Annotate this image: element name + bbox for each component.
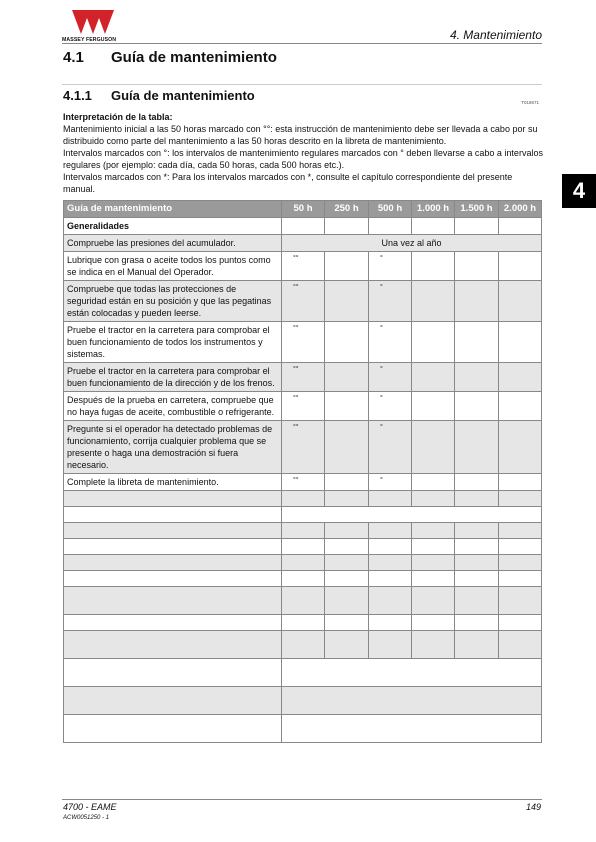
interval-250h [325,474,369,491]
table-row [64,392,542,421]
document-code: ACW0051250 - 1 [63,815,110,821]
empty-row [64,555,542,571]
task-label: Lubrique con grasa o aceite todos los puntos como se indica en el Manual del Operador. [64,252,282,281]
interval-1500h [455,252,499,281]
reference-code: T018671 [521,100,539,105]
empty-row [64,715,542,743]
interval-500h: ° [369,421,412,474]
interval-250h [325,322,369,363]
interval-50h: °° [282,363,325,392]
interval-500h: ° [369,363,412,392]
group-row [64,218,542,235]
empty-row [64,539,542,555]
interval-50h: °° [282,252,325,281]
interval-1000h [412,392,455,421]
table-header-row [64,201,542,218]
task-label: Compruebe que todas las protecciones de seguridad están en su posición y que las pegatinas están colocadas y pueden leerse. [64,281,282,322]
subsection-number: 4.1.1 [63,88,92,103]
section-divider [62,84,542,85]
column-header: Guía de mantenimiento [64,201,282,218]
footer-divider [62,799,542,800]
empty-row [64,491,542,507]
subsection-heading [63,88,255,103]
empty-row [64,587,542,615]
task-label: Pruebe el tractor en la carretera para comprobar el buen funcionamiento de todos los instrumentos y sistemas. [64,322,282,363]
interval-500h: ° [369,392,412,421]
intro-line: Mantenimiento inicial a las 50 horas marcado con °°: esta instrucción de mantenimiento debe ser llevada a cabo por su distribuido como parte del mantenimiento a las 50 horas descrito en la libreta de mantenimiento. [63,124,538,146]
empty-row [64,659,542,687]
interval-2000h [499,281,542,322]
table-row [64,474,542,491]
interval-1000h [412,281,455,322]
column-header: 50 h [282,201,325,218]
intro-line: Intervalos marcados con °: los intervalos de mantenimiento regulares marcados con ° deben llevarse a cabo a intervalos regulares (por ejemplo: cada día, cada 50 horas, cada 500 horas etc.). [63,148,543,170]
table-row [64,252,542,281]
group-label: Generalidades [64,218,282,235]
interval-1000h [412,421,455,474]
empty-row [64,507,542,523]
interval-1500h [455,322,499,363]
interval-50h: °° [282,421,325,474]
empty-row [64,631,542,659]
interval-1500h [455,474,499,491]
interval-1500h [455,281,499,322]
interval-250h [325,392,369,421]
chapter-header: 4. Mantenimiento [449,28,542,42]
section-heading [63,49,277,66]
column-header: 2.000 h [499,201,542,218]
interval-2000h [499,252,542,281]
empty-row [64,571,542,587]
maintenance-table [63,200,542,743]
page-number: 149 [525,802,541,812]
task-label: Compruebe las presiones del acumulador. [64,235,282,252]
brand-name: MASSEY FERGUSON [62,37,117,43]
interval-2000h [499,322,542,363]
interval-2000h [499,363,542,392]
interval-500h: ° [369,322,412,363]
interval-1500h [455,363,499,392]
interval-50h: °° [282,281,325,322]
task-label: Después de la prueba en carretera, compruebe que no haya fugas de aceite, combustible o refrigerante. [64,392,282,421]
section-title: Guía de mantenimiento [111,49,277,66]
interval-1000h [412,363,455,392]
table-row [64,322,542,363]
massey-ferguson-logo [62,8,124,46]
interval-500h: ° [369,474,412,491]
interval-50h: °° [282,322,325,363]
column-header: 250 h [325,201,369,218]
intro-line: Intervalos marcados con *: Para los intervalos marcados con *, consulte el capítulo correspondiente del presente manual. [63,172,513,194]
interval-500h: ° [369,281,412,322]
empty-row [64,687,542,715]
column-header: 1.500 h [455,201,499,218]
interval-250h [325,421,369,474]
triple-triangle-logo-icon [62,8,124,36]
interval-1500h [455,392,499,421]
table-row [64,235,542,252]
task-label: Pregunte si el operador ha detectado problemas de funcionamiento, corrija cualquier problema que se presente o haga una demostración si fuera necesario. [64,421,282,474]
interval-2000h [499,392,542,421]
interval-50h: °° [282,392,325,421]
column-header: 1.000 h [412,201,455,218]
interval-250h [325,252,369,281]
task-label: Complete la libreta de mantenimiento. [64,474,282,491]
interval-1000h [412,474,455,491]
subsection-title: Guía de mantenimiento [111,88,255,103]
chapter-tab: 4 [562,174,596,208]
table-row [64,281,542,322]
task-label: Pruebe el tractor en la carretera para comprobar el buen funcionamiento de la dirección y de los frenos. [64,363,282,392]
interval-2000h [499,421,542,474]
interval-1000h [412,252,455,281]
interval-250h [325,363,369,392]
empty-row [64,615,542,631]
header-divider [62,43,542,44]
empty-row [64,523,542,539]
intro-text [63,111,543,195]
table-row [64,421,542,474]
interval-1500h [455,421,499,474]
section-number: 4.1 [63,49,84,66]
interval-500h: ° [369,252,412,281]
interval-2000h [499,474,542,491]
interval-250h [325,281,369,322]
interval-50h: °° [282,474,325,491]
table-row [64,363,542,392]
intro-heading: Interpretación de la tabla: [63,112,173,122]
footer-model: 4700 - EAME [63,802,117,812]
interval-span: Una vez al año [282,235,542,252]
interval-1000h [412,322,455,363]
column-header: 500 h [369,201,412,218]
